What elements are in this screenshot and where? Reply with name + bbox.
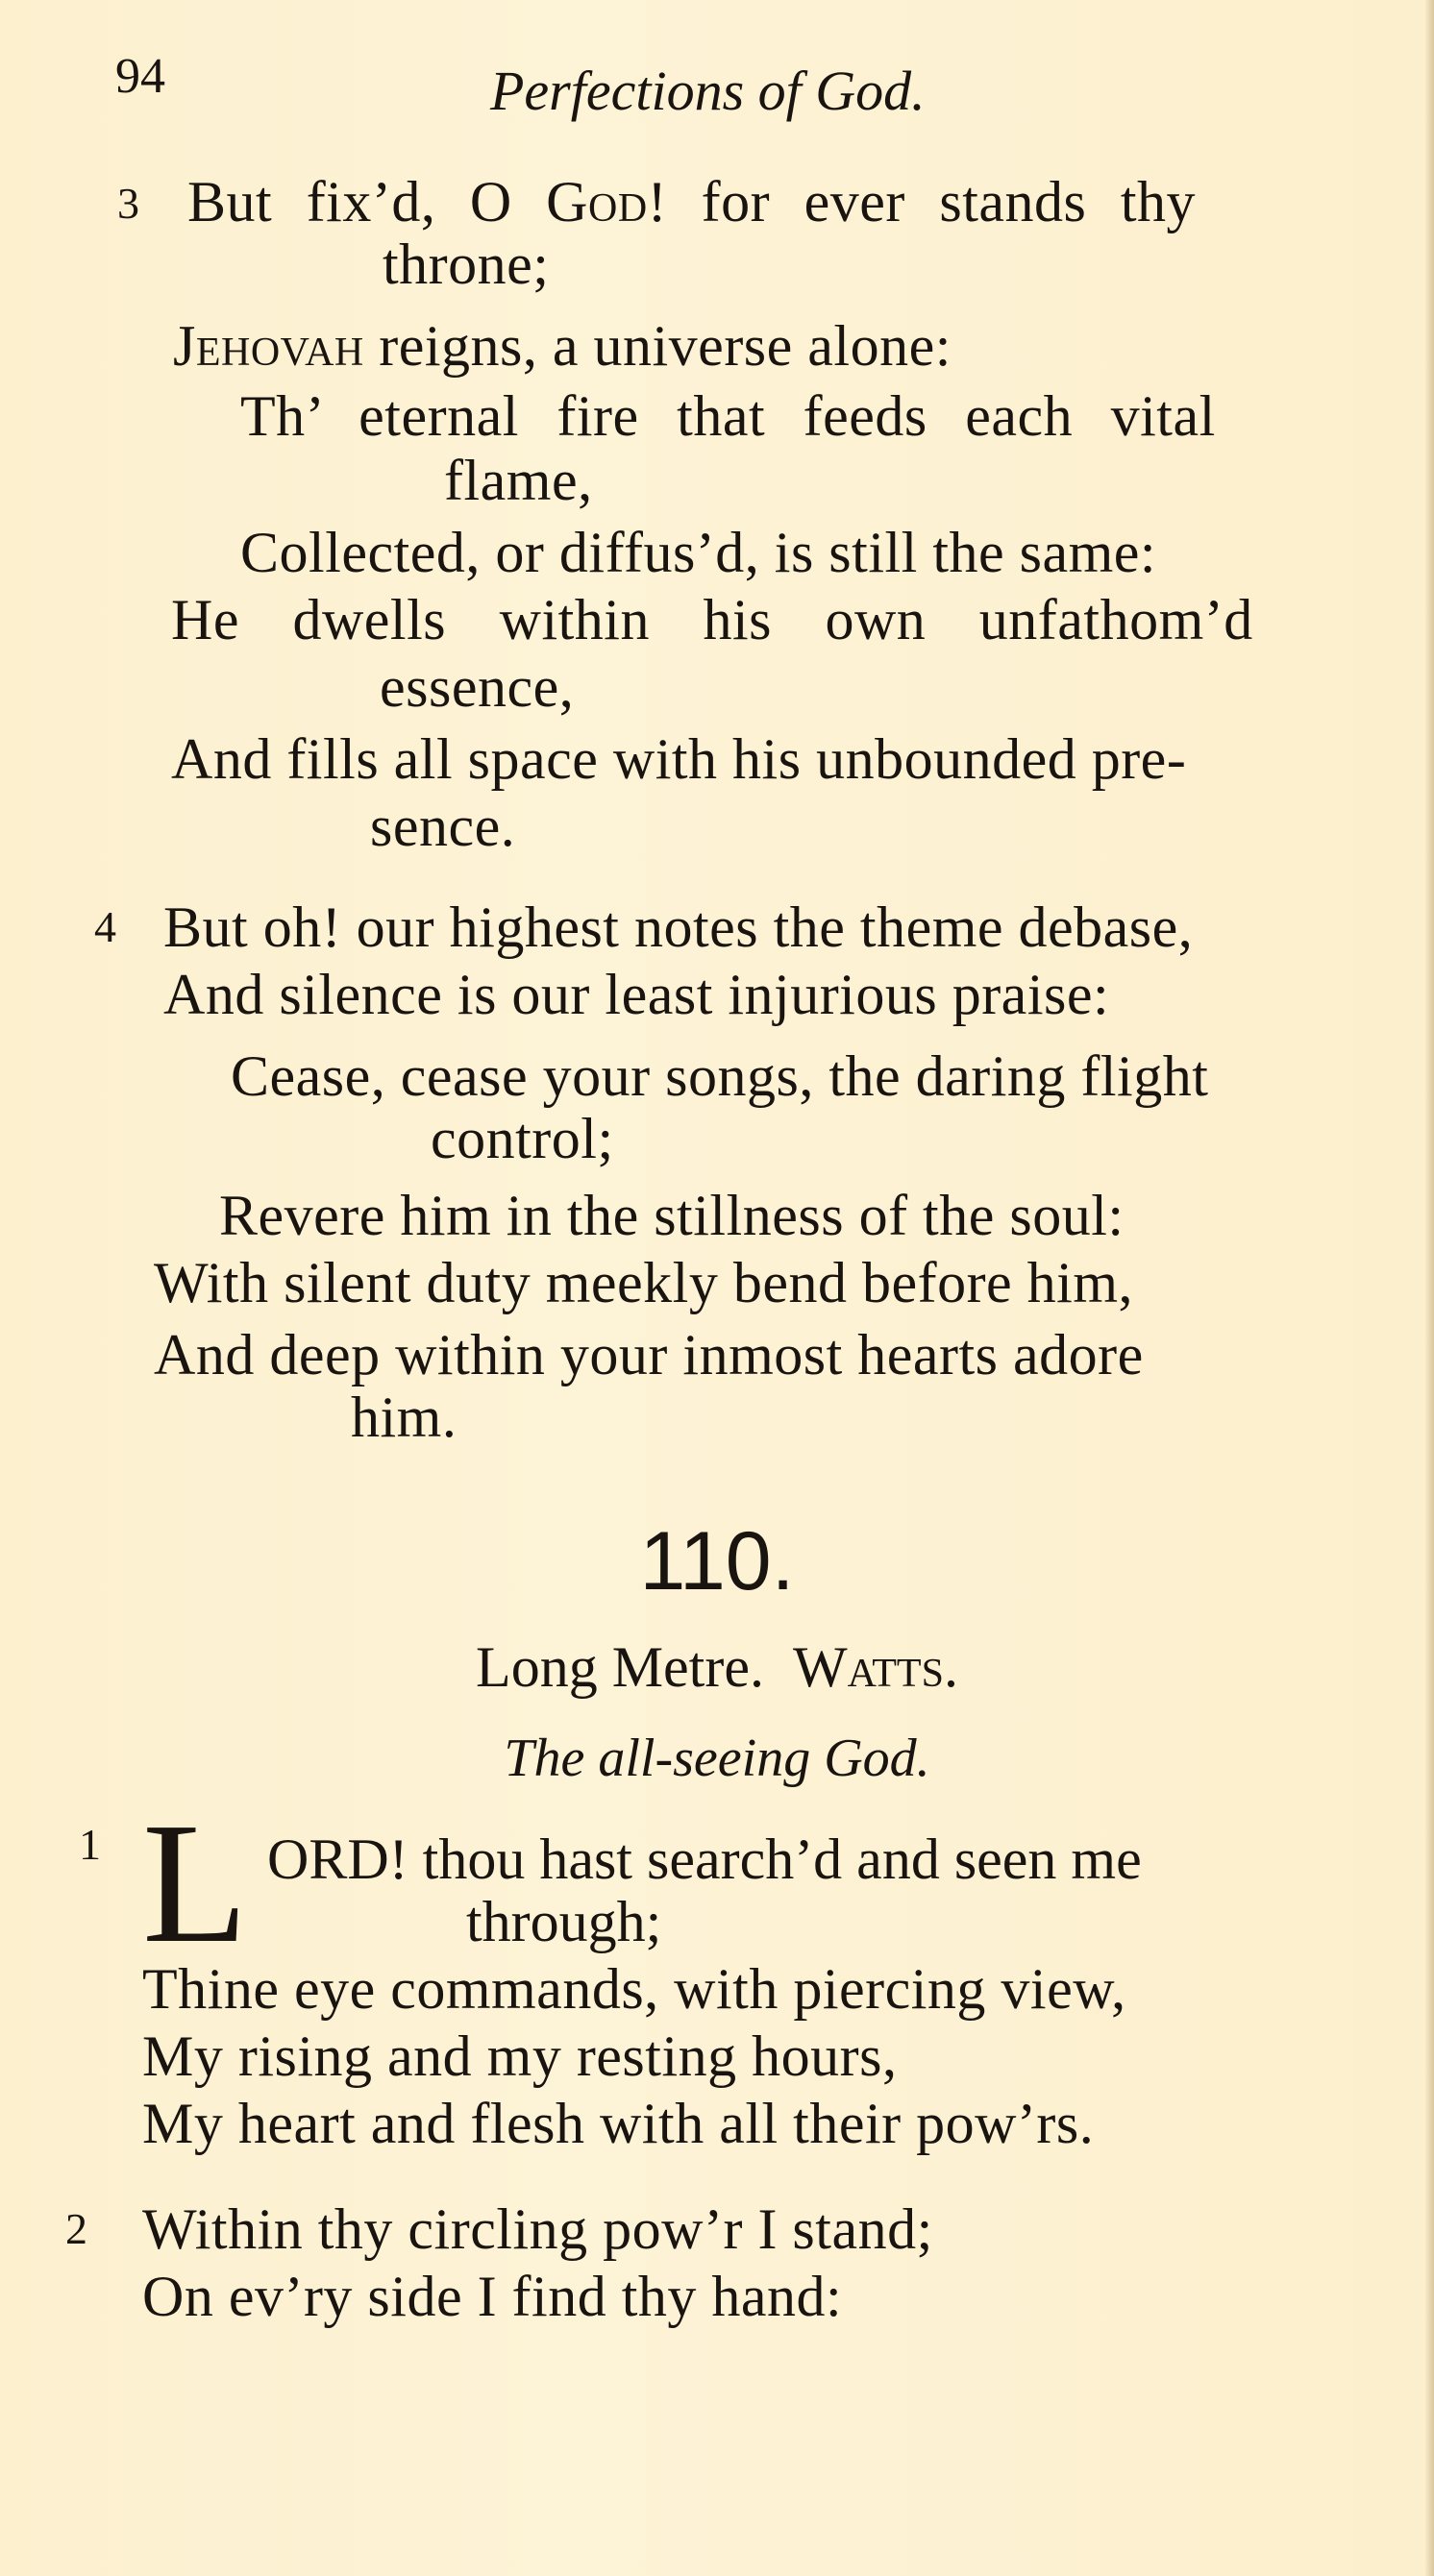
verse-line: But fix’d, O God! for ever stands thy bbox=[187, 170, 1197, 233]
verse-line: He dwells within his own unfathom’d bbox=[171, 588, 1253, 651]
verse-line: flame, bbox=[444, 449, 593, 512]
verse-line: My rising and my resting hours, bbox=[142, 2024, 898, 2088]
stanza-number: 2 bbox=[65, 2204, 87, 2253]
running-title: Perfections of God. bbox=[490, 60, 926, 122]
verse-line: Collected, or diffus’d, is still the same: bbox=[240, 521, 1157, 584]
verse-line: sence. bbox=[370, 795, 516, 858]
verse-line: control; bbox=[431, 1107, 614, 1170]
verse-line: My heart and flesh with all their pow’rs. bbox=[142, 2092, 1095, 2155]
verse-line: And fills all space with his unbounded pre- bbox=[171, 727, 1187, 791]
verse-line: Within thy circling pow’r I stand; bbox=[142, 2197, 933, 2261]
page-number: 94 bbox=[115, 49, 165, 104]
verse-line: Th’ eternal fire that feeds each vital bbox=[240, 384, 1216, 448]
hymn-number: 110. bbox=[639, 1515, 795, 1607]
stanza-number: 4 bbox=[94, 902, 116, 951]
verse-line: ORD! thou hast search’d and seen me bbox=[267, 1828, 1142, 1891]
verse-line: through; bbox=[466, 1890, 662, 1953]
verse-line: Cease, cease your songs, the daring flight bbox=[231, 1044, 1209, 1108]
hymn-metre-author: Long Metre. Watts. bbox=[476, 1635, 958, 1699]
stanza-number: 1 bbox=[79, 1820, 101, 1869]
verse-line: And silence is our least injurious praise: bbox=[163, 963, 1110, 1026]
verse-line: But oh! our highest notes the theme debase, bbox=[163, 895, 1194, 959]
verse-line: With silent duty meekly bend before him, bbox=[154, 1251, 1134, 1314]
page-edge-shadow bbox=[1424, 0, 1434, 2576]
verse-line: him. bbox=[351, 1386, 457, 1449]
hymn-title: The all-seeing God. bbox=[504, 1729, 930, 1788]
drop-cap: L bbox=[142, 1787, 248, 1978]
verse-line: essence, bbox=[380, 655, 575, 719]
verse-line: Thine eye commands, with piercing view, bbox=[142, 1957, 1126, 2021]
verse-line: Jehovah reigns, a universe alone: bbox=[173, 314, 952, 378]
verse-line: Revere him in the stillness of the soul: bbox=[219, 1184, 1125, 1247]
verse-line: throne; bbox=[383, 233, 550, 296]
verse-line: And deep within your inmost hearts adore bbox=[154, 1323, 1144, 1386]
verse-line: On ev’ry side I find thy hand: bbox=[142, 2265, 843, 2328]
stanza-number: 3 bbox=[117, 179, 139, 228]
